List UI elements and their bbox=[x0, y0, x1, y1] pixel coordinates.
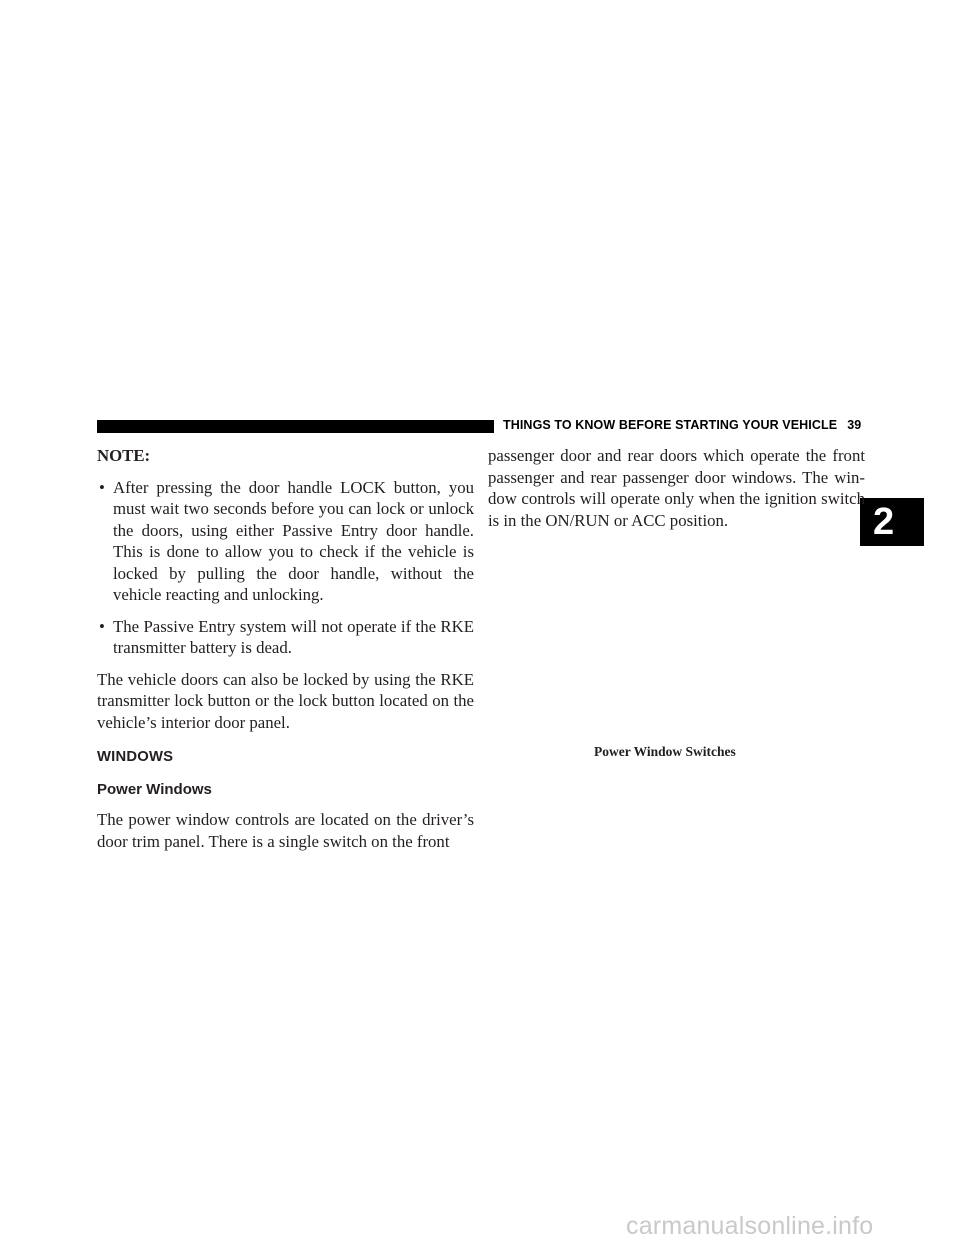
body-paragraph: passenger door and rear doors which operate the front passenger and rear passenger door windows. The win-dow controls will operate only when the ignition switch is in the ON/RUN or ACC position. bbox=[488, 446, 865, 530]
figure-image-area bbox=[488, 525, 865, 737]
list-item bbox=[97, 477, 474, 606]
section-heading: WINDOWS bbox=[97, 749, 174, 765]
page-number: 39 bbox=[847, 418, 862, 432]
subsection-heading: Power Windows bbox=[97, 780, 212, 798]
figure-caption: Power Window Switches bbox=[594, 744, 736, 759]
note-label: NOTE: bbox=[97, 446, 151, 465]
right-column bbox=[488, 445, 865, 531]
bullet-text: The Passive Entry system will not operate if the RKE transmitter battery is dead. bbox=[113, 616, 474, 657]
chapter-number: 2 bbox=[873, 500, 895, 543]
bullet-text: After pressing the door handle LOCK button, you must wait two seconds before you can lock or unlock the doors, using either Passive Entry door handle. This is done to allow you to check if the vehicle is locked by pulling the door handle, without the vehicle reacting and unlocking. bbox=[113, 477, 474, 604]
body-paragraph: The power window controls are located on the driver’s door trim panel. There is a single switch on the front bbox=[97, 810, 474, 851]
left-column bbox=[97, 445, 474, 852]
body-paragraph: The vehicle doors can also be locked by using the RKE transmitter lock button or the lock button located on the vehicle’s interior door panel. bbox=[97, 669, 474, 732]
list-item bbox=[97, 616, 474, 659]
bullet-dot: • bbox=[99, 616, 105, 636]
header-rule bbox=[97, 420, 494, 433]
watermark: carmanualsonline.info bbox=[626, 1212, 874, 1240]
chapter-tab bbox=[860, 498, 924, 546]
bullet-dot: • bbox=[99, 477, 105, 497]
running-header bbox=[503, 418, 861, 432]
header-title: THINGS TO KNOW BEFORE STARTING YOUR VEHICLE bbox=[503, 418, 838, 432]
